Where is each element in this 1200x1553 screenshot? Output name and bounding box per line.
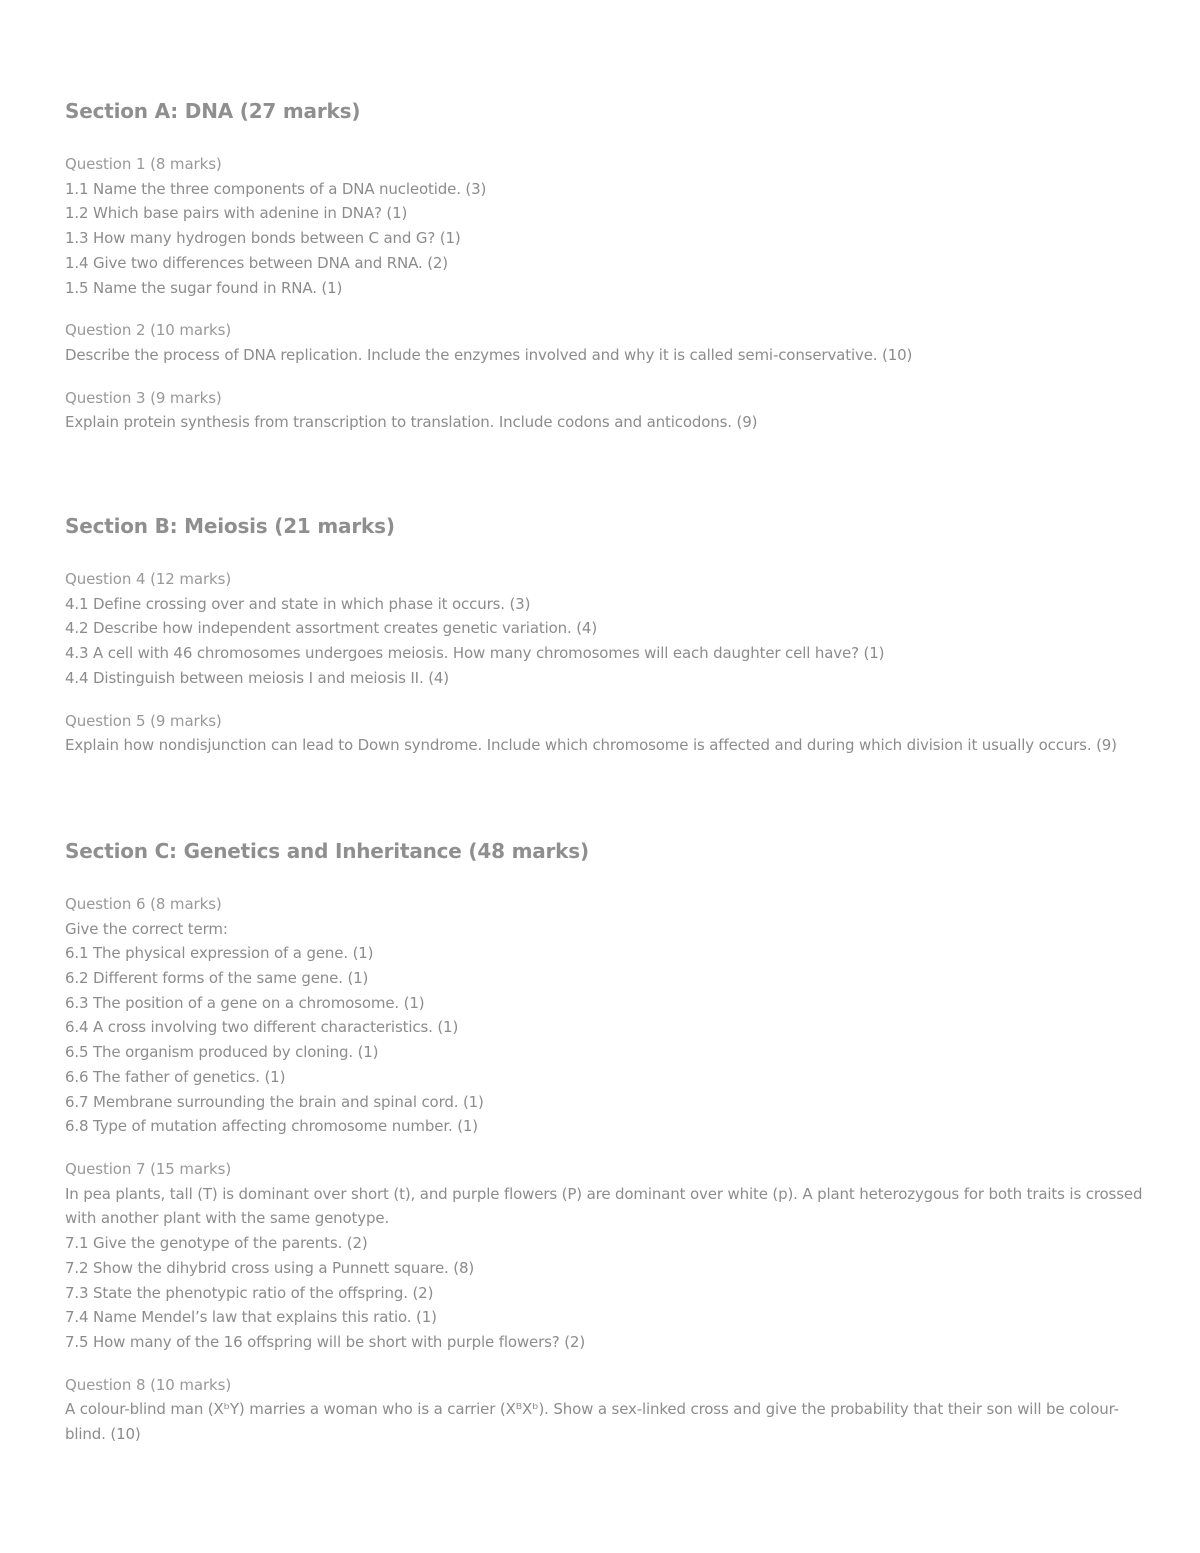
question-line: 7.5 How many of the 16 offspring will be short with purple flowers? (2) bbox=[65, 1332, 586, 1351]
question-2 bbox=[65, 318, 1145, 367]
question-line: 6.7 Membrane surrounding the brain and spinal cord. (1) bbox=[65, 1092, 484, 1111]
section-title: Section C: Genetics and Inheritance (48 marks) bbox=[65, 838, 589, 863]
question-line: 6.4 A cross involving two different characteristics. (1) bbox=[65, 1018, 459, 1037]
section-c bbox=[65, 834, 1145, 1447]
question-line: Explain protein synthesis from transcription to translation. Include codons and anticodons. (9) bbox=[65, 413, 758, 432]
question-4 bbox=[65, 567, 1145, 691]
question-line: 6.2 Different forms of the same gene. (1) bbox=[65, 969, 369, 988]
question-line: 7.2 Show the dihybrid cross using a Punnett square. (8) bbox=[65, 1258, 475, 1277]
question-line: 1.5 Name the sugar found in RNA. (1) bbox=[65, 278, 343, 297]
section-spacer bbox=[65, 776, 1145, 834]
question-heading: Question 6 (8 marks) bbox=[65, 894, 222, 913]
question-heading: Question 2 (10 marks) bbox=[65, 321, 232, 340]
section-b bbox=[65, 509, 1145, 758]
question-8 bbox=[65, 1373, 1145, 1447]
question-line: 7.4 Name Mendel’s law that explains this ratio. (1) bbox=[65, 1308, 437, 1327]
question-heading: Question 8 (10 marks) bbox=[65, 1375, 232, 1394]
question-line: 6.6 The father of genetics. (1) bbox=[65, 1067, 286, 1086]
section-a bbox=[65, 94, 1145, 435]
question-heading: Question 1 (8 marks) bbox=[65, 155, 222, 173]
question-line: 7.3 State the phenotypic ratio of the offspring. (2) bbox=[65, 1283, 434, 1302]
question-line: 4.1 Define crossing over and state in which phase it occurs. (3) bbox=[65, 594, 531, 613]
question-heading: Question 7 (15 marks) bbox=[65, 1159, 232, 1178]
question-7 bbox=[65, 1157, 1145, 1355]
question-line: 6.8 Type of mutation affecting chromosome number. (1) bbox=[65, 1117, 478, 1136]
question-3 bbox=[65, 386, 1145, 435]
section-title: Section B: Meiosis (21 marks) bbox=[65, 514, 395, 539]
question-line: 4.3 A cell with 46 chromosomes undergoes meiosis. How many chromosomes will each daughter cell have? (1) bbox=[65, 644, 885, 663]
question-1 bbox=[65, 152, 1145, 300]
question-heading: Question 4 (12 marks) bbox=[65, 570, 232, 589]
question-line: 1.3 How many hydrogen bonds between C and G? (1) bbox=[65, 229, 461, 248]
question-line: 6.1 The physical expression of a gene. (1) bbox=[65, 944, 374, 963]
question-line: 7.1 Give the genotype of the parents. (2) bbox=[65, 1234, 368, 1253]
question-line: 6.3 The position of a gene on a chromosome. (1) bbox=[65, 993, 425, 1012]
section-spacer bbox=[65, 453, 1145, 509]
question-6 bbox=[65, 892, 1145, 1139]
question-line: A colour-blind man (XᵇY) marries a woman who is a carrier (XᴮXᵇ). Show a sex-linked cross and give the probability that their son will be colour-blind. (10) bbox=[65, 1400, 1119, 1444]
question-line: Give the correct term: bbox=[65, 919, 228, 938]
question-heading: Question 5 (9 marks) bbox=[65, 711, 222, 730]
question-line: 6.5 The organism produced by cloning. (1) bbox=[65, 1043, 379, 1062]
question-heading: Question 3 (9 marks) bbox=[65, 388, 222, 407]
question-line: Describe the process of DNA replication. Include the enzymes involved and why it is called semi-conservative. (10) bbox=[65, 345, 913, 364]
question-line: 1.1 Name the three components of a DNA nucleotide. (3) bbox=[65, 179, 487, 198]
question-5 bbox=[65, 709, 1145, 758]
question-line: In pea plants, tall (T) is dominant over short (t), and purple flowers (P) are dominant over white (p). A plant heterozygous for both traits is crossed with another plant with the same genotype. bbox=[65, 1184, 1143, 1228]
question-line: 1.4 Give two differences between DNA and RNA. (2) bbox=[65, 253, 448, 272]
section-title: Section A: DNA (27 marks) bbox=[65, 99, 361, 123]
question-line: 1.2 Which base pairs with adenine in DNA? (1) bbox=[65, 204, 408, 223]
exam-page bbox=[65, 94, 1145, 1465]
question-line: Explain how nondisjunction can lead to Down syndrome. Include which chromosome is affected and during which division it usually occurs. (9) bbox=[65, 736, 1117, 755]
question-line: 4.2 Describe how independent assortment creates genetic variation. (4) bbox=[65, 619, 598, 638]
question-line: 4.4 Distinguish between meiosis I and meiosis II. (4) bbox=[65, 668, 449, 687]
